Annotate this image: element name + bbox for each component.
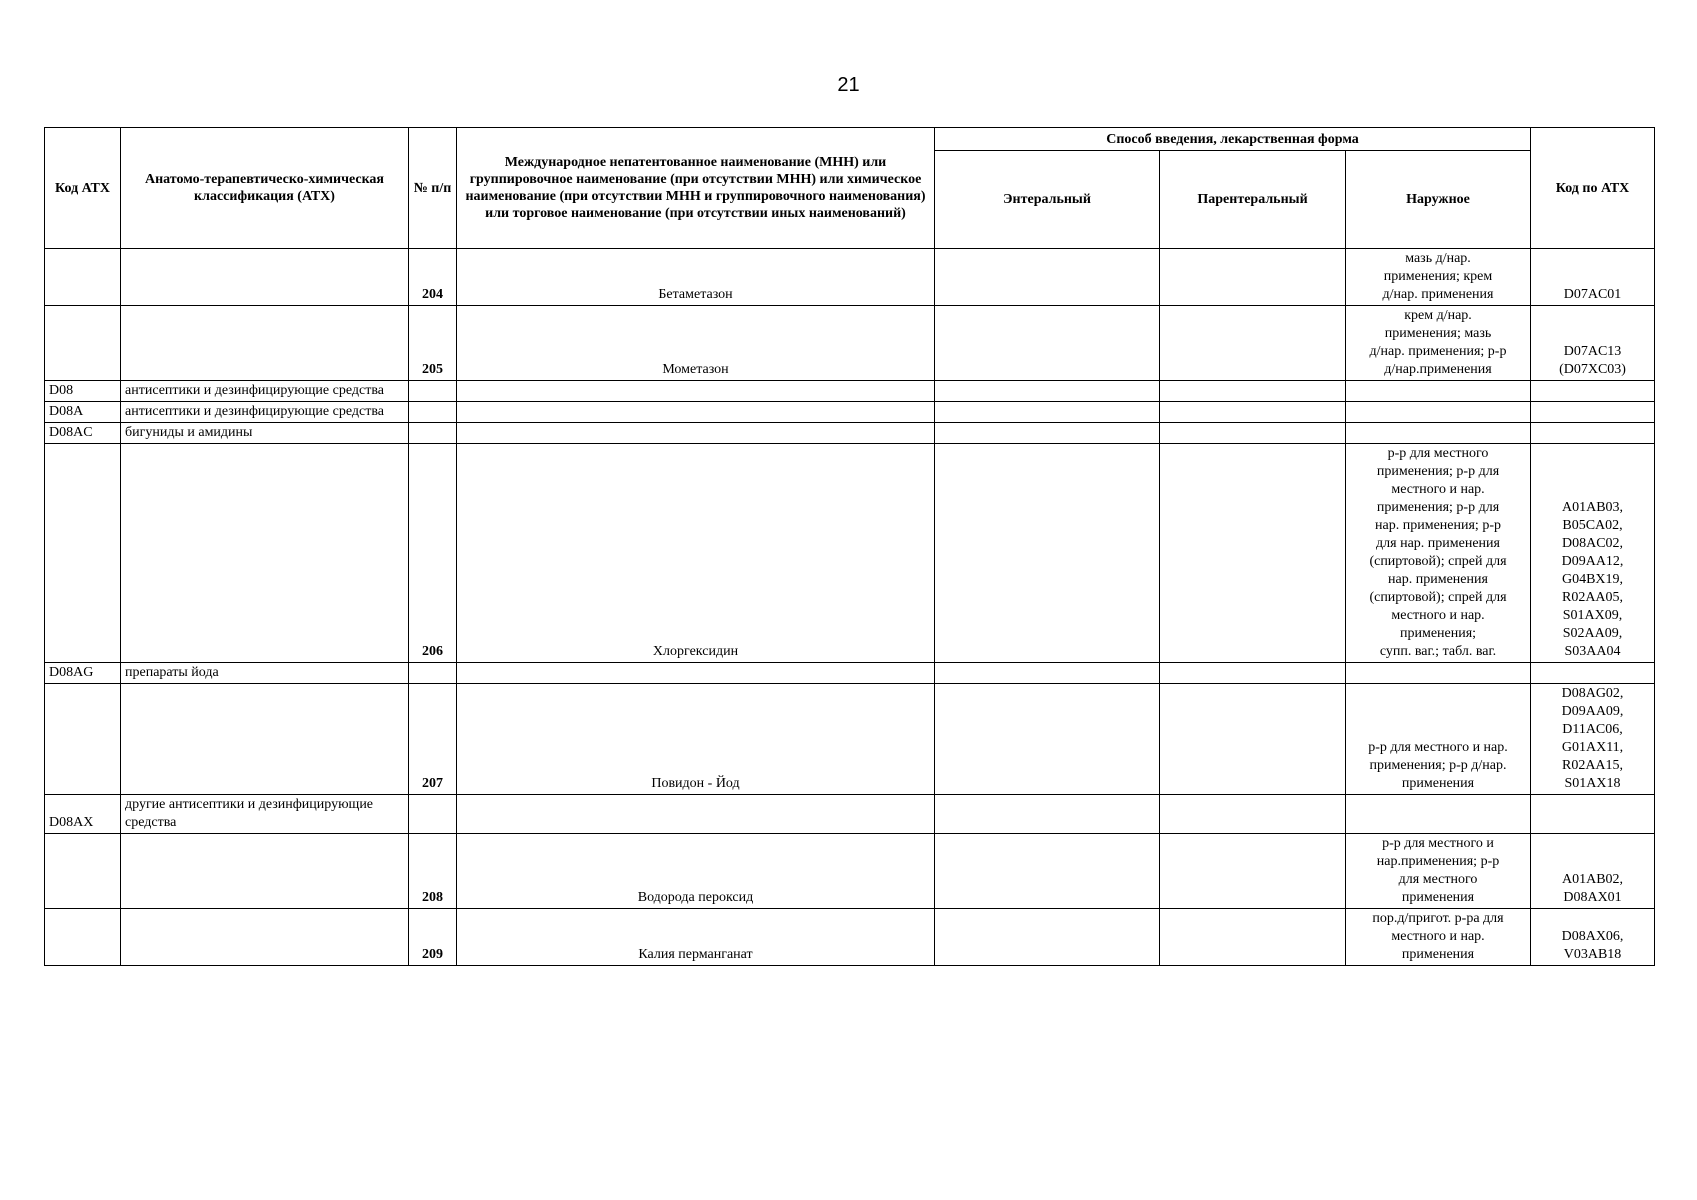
- parenteral-cell: [1160, 795, 1346, 834]
- external-form-cell: [1346, 795, 1531, 834]
- atx-ref-cell: [1531, 834, 1655, 909]
- drug-name-cell: [457, 381, 935, 402]
- row-number-cell: [409, 423, 457, 444]
- classification-cell: бигуниды и амидины: [121, 423, 409, 444]
- enteral-cell: [935, 423, 1160, 444]
- enteral-cell: [935, 444, 1160, 663]
- table-row: [45, 663, 1655, 684]
- external-form-cell-line: супп. ваг.; табл. ваг.: [1379, 644, 1497, 659]
- header-code: Код АТХ: [45, 128, 121, 249]
- external-form-cell-line: применения; мазь: [1384, 326, 1492, 341]
- atx-ref-cell: [1531, 795, 1655, 834]
- row-number-cell: 209: [409, 909, 457, 966]
- classification-cell: [121, 909, 409, 966]
- atx-ref-cell: [1531, 423, 1655, 444]
- header-number: № п/п: [409, 128, 457, 249]
- external-form-cell-line: (спиртовой); спрей для: [1369, 590, 1507, 605]
- header-atx-code: Код по АТХ: [1531, 128, 1655, 249]
- atx-ref-cell-line: V03AB18: [1563, 947, 1622, 962]
- external-form-cell-line: р-р для местного: [1387, 446, 1489, 461]
- enteral-cell: [935, 684, 1160, 795]
- atx-ref-cell-line: R02AA05,: [1561, 590, 1624, 605]
- external-form-cell-line: применения; крем: [1383, 269, 1493, 284]
- external-form-cell: [1346, 423, 1531, 444]
- atx-table: [44, 127, 1655, 966]
- external-form-cell-line: местного и нар.: [1391, 482, 1485, 497]
- atx-ref-cell-line: (D07XC03): [1559, 362, 1626, 377]
- parenteral-cell: [1160, 423, 1346, 444]
- atx-ref-cell-line: S01AX09,: [1562, 608, 1623, 623]
- atx-ref-cell-line: D09AA09,: [1561, 704, 1624, 719]
- external-form-cell: [1346, 663, 1531, 684]
- table-row: [45, 423, 1655, 444]
- parenteral-cell: [1160, 663, 1346, 684]
- atx-ref-cell: [1531, 249, 1655, 306]
- atx-ref-cell-line: R02AA15,: [1561, 758, 1624, 773]
- table-row: [45, 249, 1655, 306]
- enteral-cell: [935, 795, 1160, 834]
- table-row: [45, 909, 1655, 966]
- atx-ref-cell: [1531, 402, 1655, 423]
- enteral-cell: [935, 909, 1160, 966]
- atx-ref-cell-line: D11AC06,: [1562, 722, 1623, 737]
- external-form-cell: [1346, 444, 1531, 663]
- drug-name-cell: [457, 795, 935, 834]
- enteral-cell: [935, 834, 1160, 909]
- enteral-cell: [935, 381, 1160, 402]
- atx-ref-cell-line: D08AG02,: [1561, 686, 1624, 701]
- classification-cell: антисептики и дезинфицирующие средства: [121, 381, 409, 402]
- atx-ref-cell-line: D07AC13: [1563, 344, 1622, 359]
- enteral-cell: [935, 402, 1160, 423]
- row-number-cell: 206: [409, 444, 457, 663]
- external-form-cell: [1346, 684, 1531, 795]
- atx-ref-cell-line: G04BX19,: [1561, 572, 1624, 587]
- parenteral-cell: [1160, 249, 1346, 306]
- classification-cell: антисептики и дезинфицирующие средства: [121, 402, 409, 423]
- external-form-cell-line: применения; р-р для: [1376, 464, 1500, 479]
- drug-name-cell: Водорода пероксид: [457, 834, 935, 909]
- classification-cell: [121, 684, 409, 795]
- external-form-cell-line: нар.применения; р-р: [1376, 854, 1500, 869]
- classification-cell: препараты йода: [121, 663, 409, 684]
- table-row: [45, 834, 1655, 909]
- parenteral-cell: [1160, 402, 1346, 423]
- external-form-cell-line: нар. применения; р-р: [1375, 518, 1501, 533]
- parenteral-cell: [1160, 834, 1346, 909]
- atx-code-cell: [45, 909, 121, 966]
- external-form-cell-line: местного и нар.: [1391, 929, 1485, 944]
- header-classification: Анатомо-терапевтическо-химическая классификация (АТХ): [121, 128, 409, 249]
- table-row: [45, 306, 1655, 381]
- atx-ref-cell-line: G01AX11,: [1561, 740, 1624, 755]
- table-row: [45, 444, 1655, 663]
- parenteral-cell: [1160, 444, 1346, 663]
- external-form-cell: [1346, 306, 1531, 381]
- atx-ref-cell-line: S01AX18: [1564, 776, 1621, 791]
- drug-name-cell: [457, 423, 935, 444]
- table-row: [45, 795, 1655, 834]
- row-number-cell: [409, 663, 457, 684]
- classification-cell: [121, 306, 409, 381]
- classification-cell: другие антисептики и дезинфицирующие средства: [121, 795, 409, 834]
- atx-code-cell: D08: [45, 381, 121, 402]
- atx-ref-cell-line: D08AX01: [1563, 890, 1622, 905]
- header-parenteral: Парентеральный: [1160, 151, 1346, 249]
- atx-ref-cell: [1531, 444, 1655, 663]
- external-form-cell-line: р-р для местного и нар.: [1368, 740, 1508, 755]
- external-form-cell-line: (спиртовой); спрей для: [1369, 554, 1507, 569]
- atx-ref-cell-line: A01AB03,: [1561, 500, 1624, 515]
- external-form-cell-line: д/нар. применения; р-р: [1369, 344, 1507, 359]
- external-form-cell: [1346, 381, 1531, 402]
- atx-ref-cell-line: S02AA09,: [1562, 626, 1623, 641]
- table-body: [45, 249, 1655, 966]
- drug-name-cell: [457, 663, 935, 684]
- atx-code-cell: D08AG: [45, 663, 121, 684]
- external-form-cell-line: нар. применения: [1388, 572, 1488, 587]
- page-number: 21: [837, 74, 860, 96]
- drug-name-cell: [457, 402, 935, 423]
- header-enteral: Энтеральный: [935, 151, 1160, 249]
- parenteral-cell: [1160, 306, 1346, 381]
- external-form-cell-line: применения;: [1399, 626, 1477, 641]
- external-form-cell-line: р-р для местного и: [1382, 836, 1494, 851]
- row-number-cell: 204: [409, 249, 457, 306]
- atx-ref-cell: [1531, 306, 1655, 381]
- atx-code-cell: D08AX: [45, 795, 121, 834]
- external-form-cell-line: мазь д/нар.: [1405, 251, 1471, 266]
- atx-ref-cell: [1531, 663, 1655, 684]
- atx-ref-cell-line: S03AA04: [1564, 644, 1621, 659]
- classification-cell: [121, 249, 409, 306]
- atx-ref-cell-line: D08AC02,: [1561, 536, 1624, 551]
- external-form-cell-line: для местного: [1398, 872, 1478, 887]
- atx-ref-cell-line: D09AA12,: [1561, 554, 1624, 569]
- atx-code-cell: [45, 444, 121, 663]
- enteral-cell: [935, 306, 1160, 381]
- row-number-cell: 208: [409, 834, 457, 909]
- enteral-cell: [935, 663, 1160, 684]
- external-form-cell: [1346, 249, 1531, 306]
- header-name: Международное непатентованное наименование (МНН) или группировочное наименование (при отсутствии МНН) или химическое наименование (при отсутствии МНН и группировочного наименования) или торговое наименование (при отсутствии иных наименований): [457, 128, 935, 249]
- drug-name-cell: Бетаметазон: [457, 249, 935, 306]
- drug-name-cell: Калия перманганат: [457, 909, 935, 966]
- external-form-cell: [1346, 909, 1531, 966]
- atx-code-cell: D08A: [45, 402, 121, 423]
- atx-ref-cell-line: A01AB02,: [1561, 872, 1624, 887]
- external-form-cell-line: применения: [1401, 947, 1475, 962]
- atx-ref-cell: [1531, 684, 1655, 795]
- external-form-cell-line: д/нар. применения: [1382, 287, 1494, 302]
- drug-name-cell: Повидон - Йод: [457, 684, 935, 795]
- row-number-cell: 205: [409, 306, 457, 381]
- enteral-cell: [935, 249, 1160, 306]
- parenteral-cell: [1160, 381, 1346, 402]
- table-row: [45, 381, 1655, 402]
- atx-code-cell: [45, 249, 121, 306]
- external-form-cell-line: для нар. применения: [1376, 536, 1500, 551]
- atx-code-cell: [45, 306, 121, 381]
- external-form-cell-line: применения: [1401, 890, 1475, 905]
- row-number-cell: [409, 402, 457, 423]
- row-number-cell: 207: [409, 684, 457, 795]
- atx-ref-cell-line: B05CA02,: [1562, 518, 1623, 533]
- row-number-cell: [409, 381, 457, 402]
- atx-code-cell: [45, 834, 121, 909]
- external-form-cell-line: применения; р-р д/нар.: [1369, 758, 1507, 773]
- external-form-cell-line: применения: [1401, 776, 1475, 791]
- classification-cell: [121, 444, 409, 663]
- parenteral-cell: [1160, 684, 1346, 795]
- header-route-group: Способ введения, лекарственная форма: [935, 128, 1531, 151]
- external-form-cell: [1346, 834, 1531, 909]
- external-form-cell-line: пор.д/пригот. р-ра для: [1372, 911, 1504, 926]
- classification-cell: [121, 834, 409, 909]
- table-row: [45, 402, 1655, 423]
- drug-name-cell: Хлоргексидин: [457, 444, 935, 663]
- drug-name-cell: Мометазон: [457, 306, 935, 381]
- row-number-cell: [409, 795, 457, 834]
- atx-ref-cell: [1531, 381, 1655, 402]
- external-form-cell-line: д/нар.применения: [1384, 362, 1492, 377]
- atx-ref-cell-line: D08AX06,: [1561, 929, 1624, 944]
- table-row: [45, 684, 1655, 795]
- external-form-cell-line: применения; р-р для: [1376, 500, 1500, 515]
- parenteral-cell: [1160, 909, 1346, 966]
- header-external: Наружное: [1346, 151, 1531, 249]
- header-row-1: [45, 128, 1655, 151]
- external-form-cell-line: местного и нар.: [1391, 608, 1485, 623]
- atx-code-cell: D08AC: [45, 423, 121, 444]
- external-form-cell-line: крем д/нар.: [1404, 308, 1472, 323]
- atx-code-cell: [45, 684, 121, 795]
- atx-ref-cell: [1531, 909, 1655, 966]
- external-form-cell: [1346, 402, 1531, 423]
- atx-ref-cell-line: D07AC01: [1563, 287, 1622, 302]
